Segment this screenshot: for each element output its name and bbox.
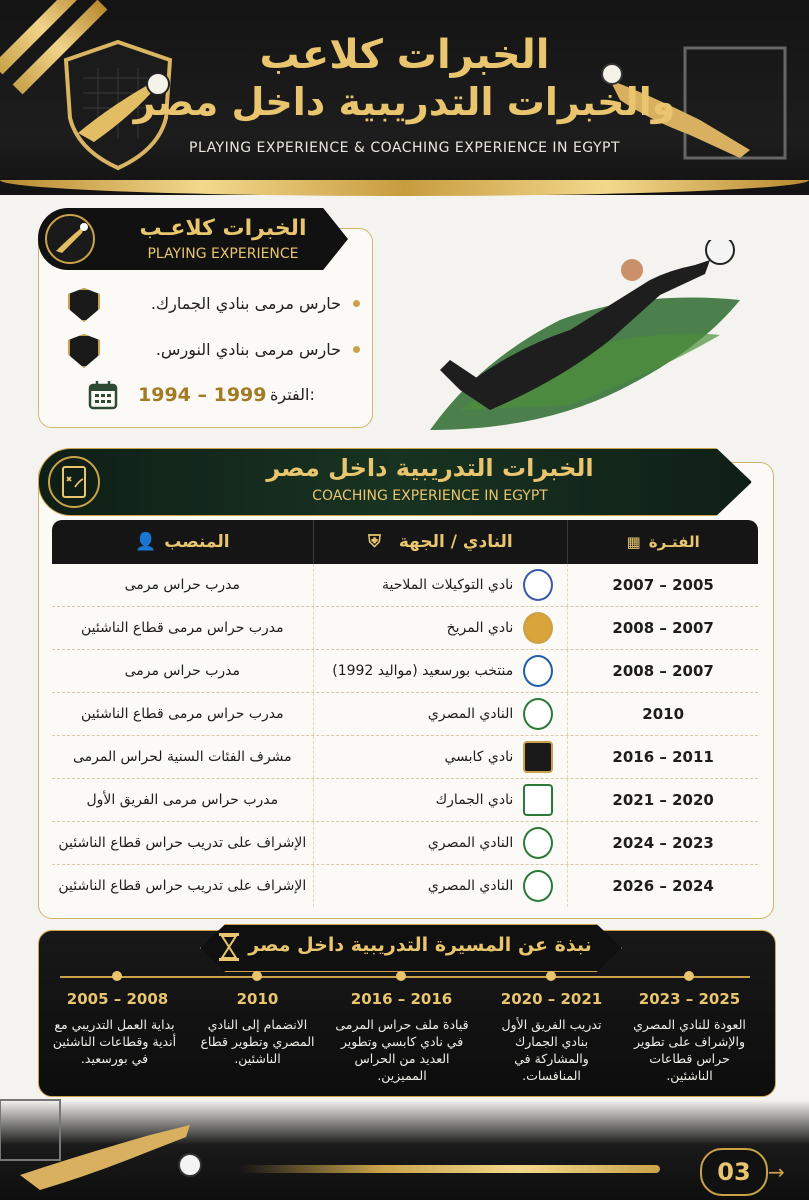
playing-experience-title: الخبرات كلاعـب: [139, 216, 307, 241]
hourglass-icon: [216, 932, 242, 962]
cell-role: مدرب حراس مرمى: [124, 577, 241, 593]
timeline-description: تدريب الفريق الأول بنادي الجمارك والمشاركة في المنافسات.: [501, 1017, 602, 1083]
club-crest-icon: [523, 698, 553, 730]
shield-icon: ⛨: [368, 532, 381, 552]
cell-club: [313, 607, 568, 649]
next-arrow-icon: →: [768, 1160, 785, 1184]
timeline-description: الانضمام إلى النادي المصري وتطوير قطاع الناشئين.: [200, 1017, 315, 1066]
table-row: [52, 822, 758, 865]
calendar-icon: ▦: [626, 533, 641, 551]
clipboard-tactics-icon: [47, 455, 101, 509]
diving-keeper-footer-icon: [0, 1095, 260, 1200]
club-crest-icon: [523, 827, 553, 859]
timeline-year: 2016 – 2016: [350, 990, 453, 1008]
cell-club: [313, 650, 568, 692]
keeper-emblem-icon: [44, 213, 96, 265]
playing-experience-subtitle: PLAYING EXPERIENCE: [147, 246, 299, 262]
bullet-icon: [353, 300, 360, 307]
club-crest-icon: [523, 655, 553, 687]
cell-role: مدرب حراس مرمى قطاع الناشئين: [81, 706, 284, 722]
cell-club-name: النادي المصري: [427, 706, 514, 722]
timeline-dot: [684, 971, 694, 981]
timeline-year: 2005 – 2008: [66, 990, 169, 1008]
bullet-icon: [353, 346, 360, 353]
cell-period: 2007 – 2008: [567, 607, 758, 649]
coaching-experience-subtitle: COACHING EXPERIENCE IN EGYPT: [312, 488, 548, 504]
playing-item-text: حارس مرمى بنادي النورس.: [155, 339, 341, 359]
timeline-dot: [112, 971, 122, 981]
club-crest-icon: [523, 612, 553, 644]
cell-role: الإشراف على تدريب حراس قطاع الناشئين: [58, 835, 307, 851]
person-icon: 👤: [135, 532, 157, 552]
cell-club-name: نادي كابسي: [444, 749, 514, 765]
timeline-year: 2023 – 2025: [638, 990, 741, 1008]
timeline-description: بداية العمل التدريبي مع أندية وقطاعات الناشئين في بورسعيد.: [52, 1017, 177, 1066]
column-header-role: [52, 520, 313, 564]
cell-club-name: نادي التوكيلات الملاحية: [382, 577, 514, 593]
timeline-dot: [252, 971, 262, 981]
timeline-year: 2010: [236, 990, 279, 1008]
cell-period: 2023 – 2024: [567, 822, 758, 864]
timeline-description: قيادة ملف حراس المرمى في نادي كابسي وتطوير العديد من الحراس المميزين.: [335, 1017, 469, 1083]
column-header-label: النادي / الجهة: [398, 532, 513, 552]
table-row: [52, 564, 758, 607]
cell-role: الإشراف على تدريب حراس قطاع الناشئين: [58, 878, 307, 894]
period-value: 1994 – 1999: [138, 384, 267, 406]
table-row: [52, 865, 758, 907]
column-header-period: [567, 520, 758, 564]
timeline-year: 2020 – 2021: [500, 990, 603, 1008]
table-row: [52, 650, 758, 693]
calendar-icon: [88, 380, 118, 410]
cell-club-name: منتخب بورسعيد (مواليد 1992): [332, 663, 514, 679]
cell-club-name: نادي الجمارك: [435, 792, 514, 808]
table-row: [52, 693, 758, 736]
diving-goalkeeper-illustration: [420, 240, 750, 440]
cell-club: [313, 779, 568, 821]
table-row: [52, 607, 758, 650]
club-crest-icon: [523, 870, 553, 902]
playing-item-text: حارس مرمى بنادي الجمارك.: [150, 293, 341, 313]
cell-period: 2007 – 2008: [567, 650, 758, 692]
playing-item: [60, 286, 360, 320]
coaching-experience-title: الخبرات التدريبية داخل مصر: [266, 454, 594, 482]
gold-swoosh: [240, 1165, 660, 1173]
club-crest-icon: [523, 784, 553, 816]
cell-role: مدرب حراس مرمى: [124, 663, 241, 679]
playing-item: [60, 332, 360, 366]
cell-role: مدرب حراس مرمى قطاع الناشئين: [81, 620, 284, 636]
cell-period: 2005 – 2007: [567, 564, 758, 606]
cell-period: 2010: [567, 693, 758, 735]
cell-role: مدرب حراس مرمى الفريق الأول: [86, 792, 279, 808]
timeline-dot: [546, 971, 556, 981]
cell-club-name: النادي المصري: [427, 835, 514, 851]
column-header-label: الفتـرة: [648, 533, 700, 551]
timeline-title: نبذة عن المسيرة التدريبية داخل مصر: [248, 934, 592, 956]
page-subtitle: PLAYING EXPERIENCE & COACHING EXPERIENCE IN EGYPT: [189, 140, 620, 156]
timeline-dot: [396, 971, 406, 981]
cell-role: مشرف الفئات السنية لحراس المرمى: [72, 749, 292, 765]
cell-club: [313, 736, 568, 778]
club-crest-icon: [523, 741, 553, 773]
cell-club: [313, 693, 568, 735]
timeline-description: العودة للنادي المصري والإشراف على تطوير حراس قطاعات الناشئين.: [633, 1017, 746, 1083]
period-label: الفترة:: [270, 385, 315, 404]
cell-club: [313, 564, 568, 606]
club-crest-icon: [523, 569, 553, 601]
cell-club-name: النادي المصري: [427, 878, 514, 894]
cell-club-name: نادي المريخ: [446, 620, 514, 636]
page-title-line1: الخبرات كلاعب: [259, 32, 550, 78]
header-banner: [0, 0, 809, 195]
column-header-club: [313, 520, 568, 564]
page-number: 03: [700, 1148, 768, 1196]
page-title-line2: والخبرات التدريبية داخل مصر: [133, 80, 676, 124]
cell-period: 2024 – 2026: [567, 865, 758, 907]
coaching-table-header: [52, 520, 758, 564]
column-header-label: المنصب: [164, 532, 230, 552]
table-row: [52, 736, 758, 779]
cell-club: [313, 865, 568, 907]
cell-period: 2020 – 2021: [567, 779, 758, 821]
cell-period: 2011 – 2016: [567, 736, 758, 778]
table-row: [52, 779, 758, 822]
cell-club: [313, 822, 568, 864]
